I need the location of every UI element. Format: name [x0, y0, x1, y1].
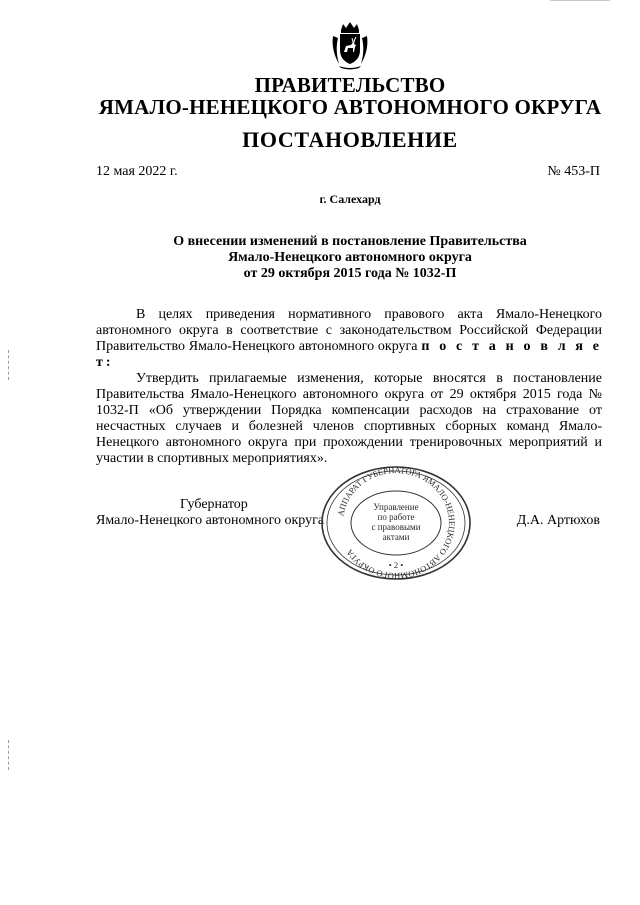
- scan-top-rule: [550, 0, 610, 1]
- coat-of-arms-icon: [329, 20, 371, 70]
- document-type: ПОСТАНОВЛЕНИЕ: [242, 127, 458, 152]
- region-title: ЯМАЛО-НЕНЕЦКОГО АВТОНОМНОГО ОКРУГА: [98, 95, 602, 119]
- subject-line-2: Ямало-Ненецкого автономного округа: [228, 250, 472, 265]
- body-paragraph-2: [96, 371, 602, 467]
- resolution-text: Утвердить прилагаемые изменения, которые вносятся в постановление Правительства Ямало-Ненецкого автономного округа от 29 октября 2015 года № 1032-П «Об утверждении Порядка компенсации расходов на страхование от несчастных случаев и болезней членов спортивных сборных команд Ямало-Ненецкого автономного округа при прохождении тренировочных мероприятий и участии в спортивных мероприятиях».: [96, 371, 602, 466]
- body-paragraph-1: [96, 307, 602, 371]
- government-title: ПРАВИТЕЛЬСТВО: [254, 73, 446, 97]
- signatory-name: Д.А. Артюхов: [516, 513, 600, 528]
- seal-center-line-3: с правовыми: [371, 522, 421, 532]
- seal-number: • 2 •: [388, 560, 404, 570]
- document-number: № 453-П: [547, 164, 600, 179]
- preamble-text: В целях приведения нормативного правового акта Ямало-Ненецкого автономного округа в соответствие с законодательством Российской Федерации Правительство Ямало-Ненецкого автономного округа: [96, 307, 602, 354]
- position-line-1: Губернатор: [180, 497, 248, 512]
- seal-center-line-4: актами: [382, 532, 410, 542]
- seal-ring-text: АППАРАТ ГУБЕРНАТОРА ЯМАЛО-НЕНЕЦКОГО АВТОНОМНОГО ОКРУГА: [335, 464, 458, 582]
- subject-line-3: от 29 октября 2015 года № 1032-П: [243, 266, 457, 281]
- document-city: г. Салехард: [319, 192, 381, 206]
- scan-margin-mark: [8, 740, 10, 770]
- position-line-2: Ямало-Ненецкого автономного округа: [96, 513, 325, 528]
- resolution-word: п о с т а н о в л я е т:: [96, 339, 602, 370]
- seal-center-line-2: по работе: [377, 512, 415, 522]
- signatory-position: [96, 497, 324, 529]
- seal-center-text: [352, 502, 440, 542]
- scan-margin-mark: [8, 350, 10, 380]
- document-date: 12 мая 2022 г.: [96, 164, 178, 179]
- subject-line-1: О внесении изменений в постановление Правительства: [173, 234, 527, 249]
- seal-center-line-1: Управление: [373, 502, 419, 512]
